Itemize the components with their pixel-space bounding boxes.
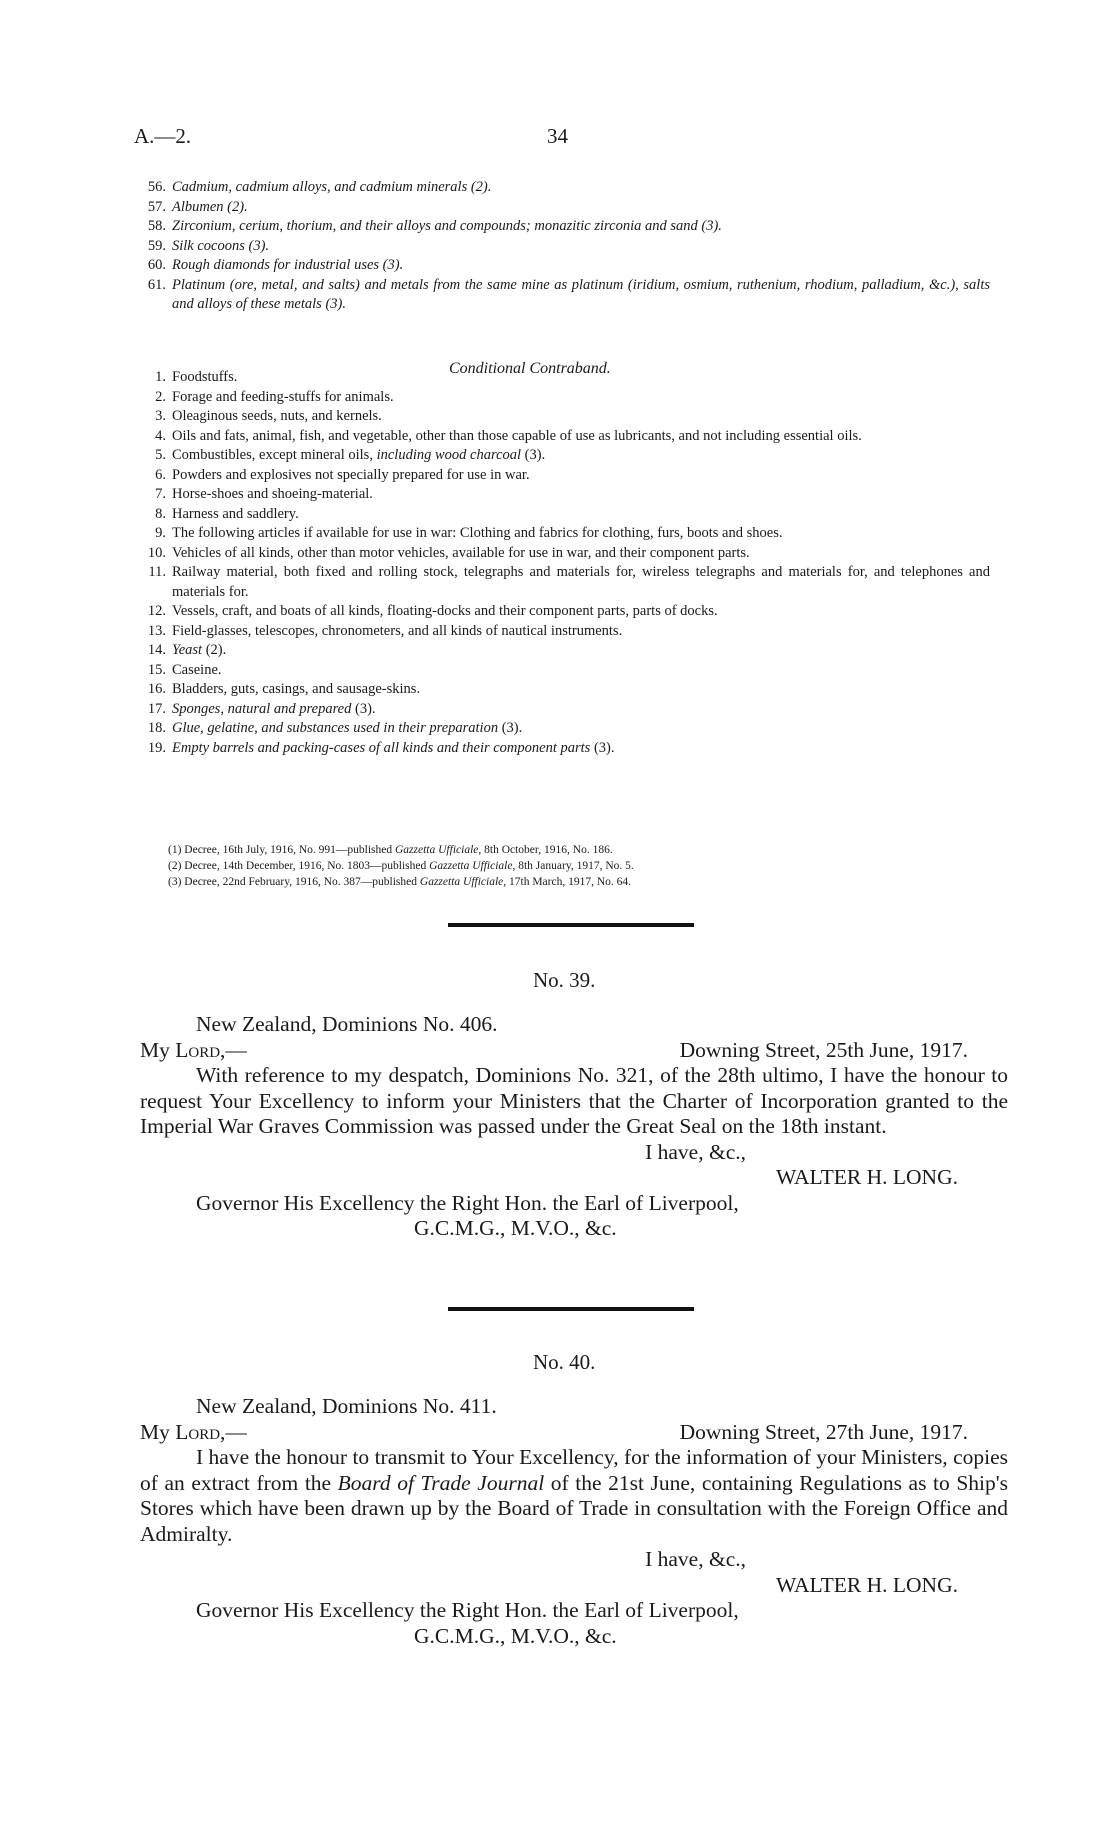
despatch-39 [140,1012,1008,1242]
footnotes [168,842,968,890]
paper-code: A.—2. [134,124,192,148]
list-item: 60. Rough diamonds for industrial uses (3). [147,257,404,273]
footnote: (3) Decree, 22nd February, 1916, No. 387—published Gazzetta Ufficiale, 17th March, 1917, No. 64. [168,876,632,888]
despatch-body: I have the honour to transmit to Your Excellency, for the information of your Ministers, copies of an extract from the Board of Trade Journal of the 21st June, containing Regulations as to Ship's Stores which have been drawn up by the Board of Trade in consultation with the Foreign Office and Admiralty. [140,1445,1008,1546]
salutation-row [140,1038,1008,1064]
list-item: 56. Cadmium, cadmium alloys, and cadmium minerals (2). [147,179,492,195]
signature: WALTER H. LONG. [776,1165,958,1189]
list-item: 18. Glue, gelatine, and substances used in their preparation (3). [147,720,523,736]
addressee: Governor His Excellency the Right Hon. the Earl of Liverpool, [196,1190,739,1215]
despatch-40 [140,1394,1008,1649]
list-item: 61. Platinum (ore, metal, and salts) and metals from the same mine as platinum (iridium, osmium, ruthenium, rhodium, palladium, &c.), salts and alloys of these metals (3). [147,276,990,312]
list-item: 7. Horse-shoes and shoeing-material. [155,486,373,502]
section-divider [448,1307,694,1311]
salutation: My Lord,— [140,1419,247,1444]
list-item: 59. Silk cocoons (3). [147,237,270,254]
salutation: My Lord,— [140,1037,247,1062]
salutation-row [140,1420,1008,1446]
list-item: 11. Railway material, both fixed and rolling stock, telegraphs and materials for, wireless telegraphs and materials for, and telephones and materials for. [148,564,990,600]
despatch-body: With reference to my despatch, Dominions No. 321, of the 28th ultimo, I have the honour to request Your Excellency to inform your Ministers that the Charter of Incorporation granted to the Imperial War Graves Commission was passed under the Great Seal on the 18th instant. [140,1063,1008,1138]
despatch-date: Downing Street, 27th June, 1917. [679,1419,968,1444]
list-item: 58. Zirconium, cerium, thorium, and their alloys and compounds; monazitic zirconia and sand (3). [147,218,722,234]
list-item: 5. Combustibles, except mineral oils, including wood charcoal (3). [155,447,546,463]
despatch-number: No. 40. [533,1350,596,1374]
list-item: 8. Harness and saddlery. [155,505,299,522]
list-item: 1. Foodstuffs. [155,369,238,385]
despatch-heading: New Zealand, Dominions No. 411. [196,1394,497,1418]
addressee: Governor His Excellency the Right Hon. the Earl of Liverpool, [196,1598,739,1622]
list-item: 2. Forage and feeding-stuffs for animals. [155,388,394,405]
despatch-number: No. 39. [533,968,596,992]
list-item: 3. Oleaginous seeds, nuts, and kernels. [155,408,382,424]
list-item: 6. Powders and explosives not specially prepared for use in war. [155,466,530,483]
list-item: 16. Bladders, guts, casings, and sausage-skins. [147,681,421,697]
list-item: 17. Sponges, natural and prepared (3). [147,700,376,717]
list-item: 57. Albumen (2). [147,198,248,215]
list-item: 4. Oils and fats, animal, fish, and vegetable, other than those capable of use as lubricants, and not including essential oils. [155,427,862,444]
list-item: 15. Caseine. [147,661,222,678]
list-item: 14. Yeast (2). [147,642,227,658]
list-item: 12. Vessels, craft, and boats of all kinds, floating-docks and their component parts, parts of docks. [147,603,718,619]
despatch-date: Downing Street, 25th June, 1917. [679,1037,968,1062]
absolute-contraband-list [130,178,990,315]
list-item: 19. Empty barrels and packing-cases of all kinds and their component parts (3). [147,739,615,756]
list-item: 9. The following articles if available for use in war: Clothing and fabrics for clothing, furs, boots and shoes. [155,525,783,541]
despatch-heading: New Zealand, Dominions No. 406. [196,1012,498,1036]
footnote: (2) Decree, 14th December, 1916, No. 1803—published Gazzetta Ufficiale, 8th January, 1917, No. 5. [168,860,634,872]
footnote: (1) Decree, 16th July, 1916, No. 991—published Gazzetta Ufficiale, 8th October, 1916, No. 186. [168,844,613,856]
signoff: I have, &c., [645,1139,746,1164]
page-number: 34 [547,124,568,148]
list-item: 10. Vehicles of all kinds, other than motor vehicles, available for use in war, and their component parts. [147,544,750,561]
conditional-contraband-list [130,368,990,758]
addressee-honours: G.C.M.G., M.V.O., &c. [414,1216,617,1240]
list-item: 13. Field-glasses, telescopes, chronometers, and all kinds of nautical instruments. [147,622,623,639]
section-divider [448,923,694,927]
conditional-contraband-heading: Conditional Contraband. [449,360,611,377]
addressee-honours: G.C.M.G., M.V.O., &c. [414,1623,617,1648]
signoff: I have, &c., [645,1547,746,1571]
signature: WALTER H. LONG. [776,1572,958,1597]
